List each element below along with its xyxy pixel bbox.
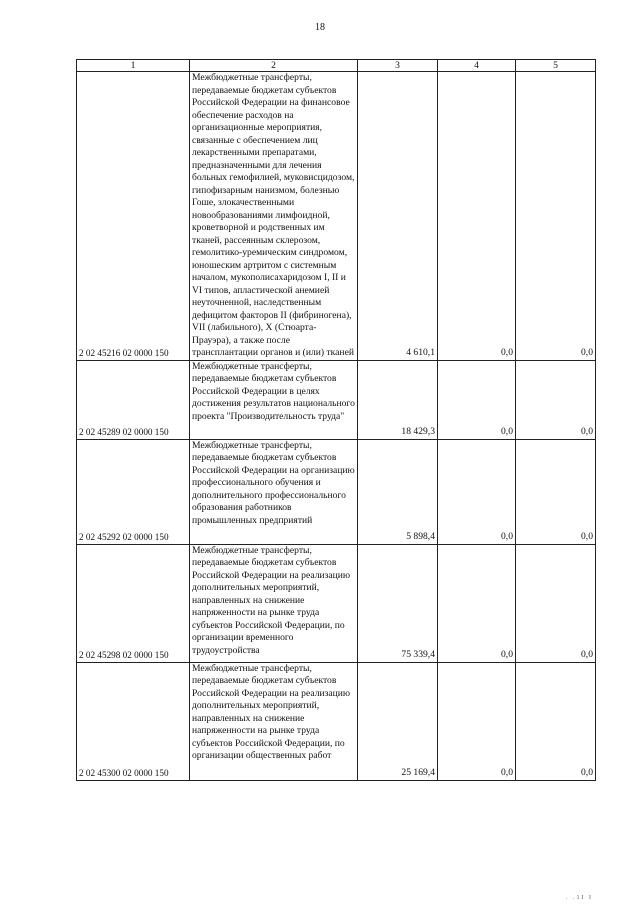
transfer-name: Межбюджетные трансферты, передаваемые бюджетам субъектов Российской Федерации на организацию профессионального обучения и дополнительного профессионального образования работников промышленных предприятий: [190, 439, 358, 544]
budget-code: 2 02 45292 02 0000 150: [77, 439, 190, 544]
amount-col4: 0,0: [438, 360, 516, 439]
table-row: [77, 72, 596, 361]
table-row: [77, 360, 596, 439]
budget-code: 2 02 45289 02 0000 150: [77, 360, 190, 439]
table-header: [77, 60, 596, 72]
amount-col5: 0,0: [516, 360, 596, 439]
amount-col3: 75 339,4: [358, 544, 438, 662]
amount-col4: 0,0: [438, 662, 516, 780]
column-header-3: 3: [358, 60, 438, 72]
table-row: [77, 439, 596, 544]
amount-col5: 0,0: [516, 72, 596, 361]
budget-code: 2 02 45216 02 0000 150: [77, 72, 190, 361]
column-header-4: 4: [438, 60, 516, 72]
page-number: 18: [315, 22, 325, 33]
amount-col4: 0,0: [438, 72, 516, 361]
budget-code: 2 02 45298 02 0000 150: [77, 544, 190, 662]
transfer-name: Межбюджетные трансферты, передаваемые бюджетам субъектов Российской Федерации в целях достижения результатов национального проекта "Производительность труда": [190, 360, 358, 439]
amount-col3: 5 898,4: [358, 439, 438, 544]
amount-col4: 0,0: [438, 439, 516, 544]
transfer-name: Межбюджетные трансферты, передаваемые бюджетам субъектов Российской Федерации на финансовое обеспечение расходов на организационные мероприятия, связанные с обеспечением лиц лекарственными препаратами, предназначенными для лечения больных гемофилией, муковисцидозом, гипофизарным нанизмом, болезнью Гоше, злокачественными новообразованиями лимфоидной, кроветворной и родственных им тканей, рассеянным склерозом, гемолитико-уремическим синдромом, юношеским артритом с системным началом, мукополисахаридозом I, II и VI типов, апластической анемией неуточненной, наследственным дефицитом факторов II (фибриногена), VII (лабильного), X (Стюарта-Прауэра), а также после трансплантации органов и (или) тканей: [190, 72, 358, 361]
amount-col3: 18 429,3: [358, 360, 438, 439]
amount-col3: 25 169,4: [358, 662, 438, 780]
budget-code: 2 02 45300 02 0000 150: [77, 662, 190, 780]
table-row: [77, 544, 596, 662]
scan-footer-mark: . .1I I: [566, 895, 593, 901]
column-header-2: 2: [190, 60, 358, 72]
amount-col5: 0,0: [516, 544, 596, 662]
transfer-name: Межбюджетные трансферты, передаваемые бюджетам субъектов Российской Федерации на реализацию дополнительных мероприятий, направленных на снижение напряженности на рынке труда субъектов Российской Федерации, по организации общественных работ: [190, 662, 358, 780]
amount-col5: 0,0: [516, 439, 596, 544]
column-header-1: 1: [77, 60, 190, 72]
table-row: [77, 662, 596, 780]
budget-table: [76, 59, 596, 781]
header-row: [77, 60, 596, 72]
transfer-name: Межбюджетные трансферты, передаваемые бюджетам субъектов Российской Федерации на реализацию дополнительных мероприятий, направленных на снижение напряженности на рынке труда субъектов Российской Федерации, по организации временного трудоустройства: [190, 544, 358, 662]
amount-col5: 0,0: [516, 662, 596, 780]
amount-col3: 4 610,1: [358, 72, 438, 361]
column-header-5: 5: [516, 60, 596, 72]
amount-col4: 0,0: [438, 544, 516, 662]
